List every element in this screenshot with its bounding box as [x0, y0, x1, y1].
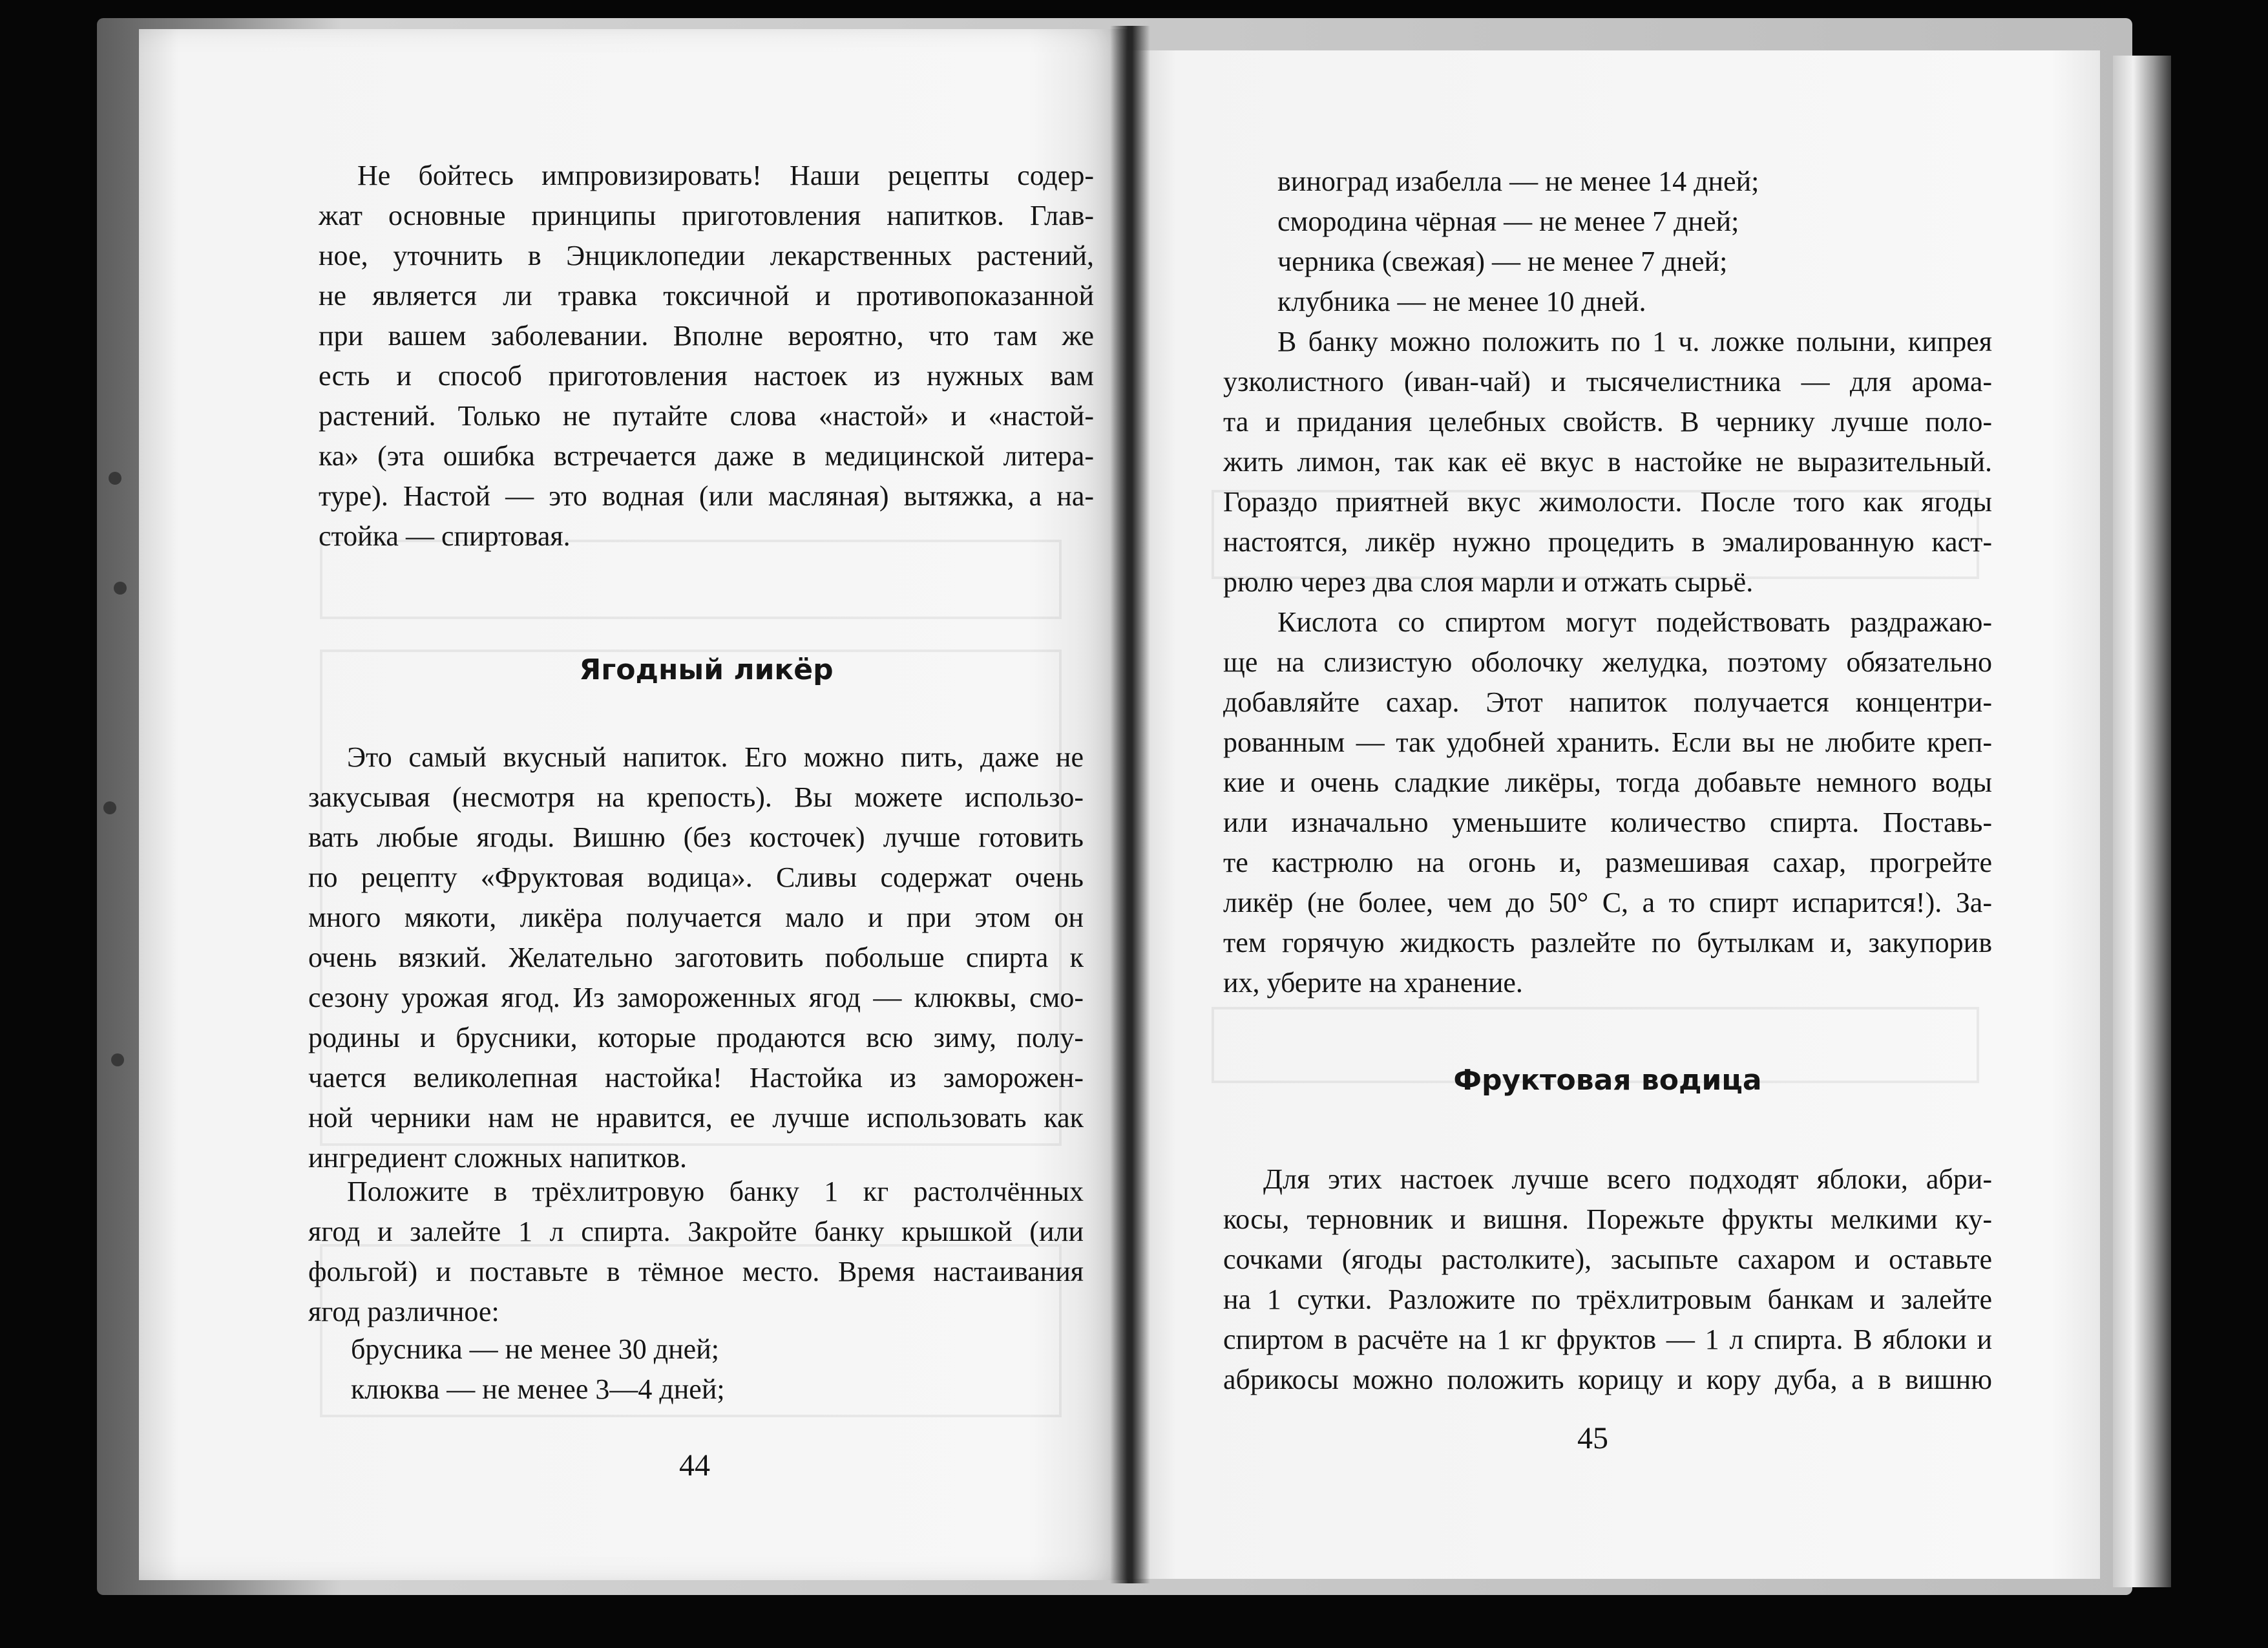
text-line: Кислота со спиртом могут подействовать раздражаю- [1277, 606, 1992, 638]
floral-decoration [111, 1053, 124, 1066]
text-line: ингредиент сложных напитков. [308, 1142, 687, 1174]
text-line: добавляйте сахар. Этот напиток получается концентри- [1223, 686, 1992, 718]
text-line: их, уберите на хранение. [1223, 967, 1523, 998]
sugar-paragraph [1223, 602, 1992, 1003]
section-heading-fruit-water: Фруктовая водица [1453, 1064, 1762, 1097]
text-line: чается великолепная настойка! Настойка из заморожен- [308, 1062, 1084, 1093]
page-edges [2113, 56, 2171, 1587]
list-item: брусника — не менее 30 дней; [351, 1333, 719, 1365]
list-item: черника (свежая) — не менее 7 дней; [1277, 246, 1728, 277]
text-line: сезону урожая ягод. Из замороженных ягод — клюквы, смо- [308, 982, 1084, 1013]
text-line: спиртом в расчёте на 1 кг фруктов — 1 л спирта. В яблоки и [1223, 1324, 1992, 1355]
additives-paragraph [1223, 322, 1992, 602]
text-line: рюлю через два слоя марли и отжать сырьё. [1223, 566, 1754, 598]
text-line: узколистного (иван-чай) и тысячелистника — для арома- [1223, 366, 1992, 397]
page-number: 45 [1577, 1421, 1608, 1455]
text-line: жить лимон, так как её вкус в настойке не выразительный. [1223, 446, 1992, 478]
text-line: косы, терновник и вишня. Порежьте фрукты мелкими ку- [1223, 1203, 1992, 1235]
floral-decoration [114, 582, 127, 595]
fruit-water-paragraph [1223, 1159, 1992, 1400]
text-line: ной черники нам не нравится, ее лучше использовать как [308, 1102, 1084, 1134]
section-heading-berry-liqueur: Ягодный ликёр [579, 653, 834, 686]
list-item: клюква — не менее 3—4 дней; [351, 1373, 725, 1405]
steeping-times-list-continued [1277, 162, 1759, 322]
text-line: В банку можно положить по 1 ч. ложке полыни, кипрея [1277, 326, 1992, 357]
text-line: Это самый вкусный напиток. Его можно пить, даже не [347, 741, 1084, 773]
steeping-paragraph [308, 1172, 1084, 1332]
text-line: очень вязкий. Желательно заготовить побольше спирта к [308, 942, 1084, 973]
book-spine-gutter [1110, 26, 1150, 1583]
text-line: или изначально уменьшите количество спирта. Поставь- [1223, 807, 1992, 838]
list-item: смородина чёрная — не менее 7 дней; [1277, 206, 1739, 237]
text-line: ягод различное: [308, 1296, 499, 1327]
text-line: не является ли травка токсичной и противопоказанной [319, 280, 1094, 312]
text-line: те кастрюлю на огонь и, размешивая сахар, прогрейте [1223, 847, 1992, 878]
text-line: ликёр (не более, чем до 50° С, а то спирт испарится!). За- [1223, 887, 1992, 918]
text-line: настоятся, ликёр нужно процедить в эмалированную каст- [1223, 526, 1992, 558]
text-line: Для этих настоек лучше всего подходят яблоки, абри- [1263, 1163, 1992, 1195]
steeping-times-list [351, 1329, 725, 1410]
text-line: ягод и залейте 1 л спирта. Закройте банку крышкой (или [308, 1216, 1084, 1247]
text-line: Гораздо приятней вкус жимолости. После того как ягоды [1223, 486, 1992, 518]
text-line: родины и брусники, которые продаются всю зиму, полу- [308, 1022, 1084, 1053]
text-line: та и придания целебных свойств. В чернику лучше поло- [1223, 406, 1992, 438]
berry-liqueur-paragraph [308, 737, 1084, 1178]
right-page [1128, 50, 2100, 1579]
text-line: абрикосы можно положить корицу и кору дуба, а в вишню [1223, 1364, 1992, 1395]
text-line: Не бойтесь импровизировать! Наши рецепты содер- [357, 160, 1094, 191]
text-line: растений. Только не путайте слова «настой» и «настой- [319, 400, 1094, 432]
floral-decoration [103, 801, 116, 814]
text-line: стойка — спиртовая. [319, 520, 571, 552]
text-line: кие и очень сладкие ликёры, тогда добавьте немного воды [1223, 766, 1992, 798]
list-item: клубника — не менее 10 дней. [1277, 286, 1646, 317]
text-line: закусывая (несмотря на крепость). Вы можете использо- [308, 781, 1084, 813]
text-line: ще на слизистую оболочку желудка, поэтому обязательно [1223, 646, 1992, 678]
text-line: ка» (эта ошибка встречается даже в медицинской литера- [319, 440, 1094, 472]
list-item: виноград изабелла — не менее 14 дней; [1277, 165, 1759, 197]
text-line: фольгой) и поставьте в тёмное место. Время настаивания [308, 1256, 1084, 1287]
text-line: Положите в трёхлитровую банку 1 кг растолчённых [347, 1176, 1084, 1207]
left-page [139, 29, 1128, 1580]
intro-paragraph [319, 156, 1094, 556]
text-line: при вашем заболевании. Вполне вероятно, что там же [319, 320, 1094, 352]
text-line: сочками (ягоды растолките), засыпьте сахаром и оставьте [1223, 1243, 1992, 1275]
text-line: вать любые ягоды. Вишню (без косточек) лучше готовить [308, 821, 1084, 853]
floral-decoration [109, 472, 121, 485]
text-line: ное, уточнить в Энциклопедии лекарственных растений, [319, 240, 1094, 271]
text-line: на 1 сутки. Разложите по трёхлитровым банкам и залейте [1223, 1284, 1992, 1315]
page-number: 44 [679, 1448, 710, 1483]
text-line: много мякоти, ликёра получается мало и при этом он [308, 902, 1084, 933]
text-line: жат основные принципы приготовления напитков. Глав- [319, 200, 1094, 231]
text-line: туре). Настой — это водная (или масляная) вытяжка, а на- [319, 480, 1094, 512]
text-line: рованным — так удобней хранить. Если вы не любите креп- [1223, 726, 1992, 758]
text-line: есть и способ приготовления настоек из нужных вам [319, 360, 1094, 392]
text-line: тем горячую жидкость разлейте по бутылкам и, закупорив [1223, 927, 1992, 958]
text-line: по рецепту «Фруктовая водица». Сливы содержат очень [308, 861, 1084, 893]
